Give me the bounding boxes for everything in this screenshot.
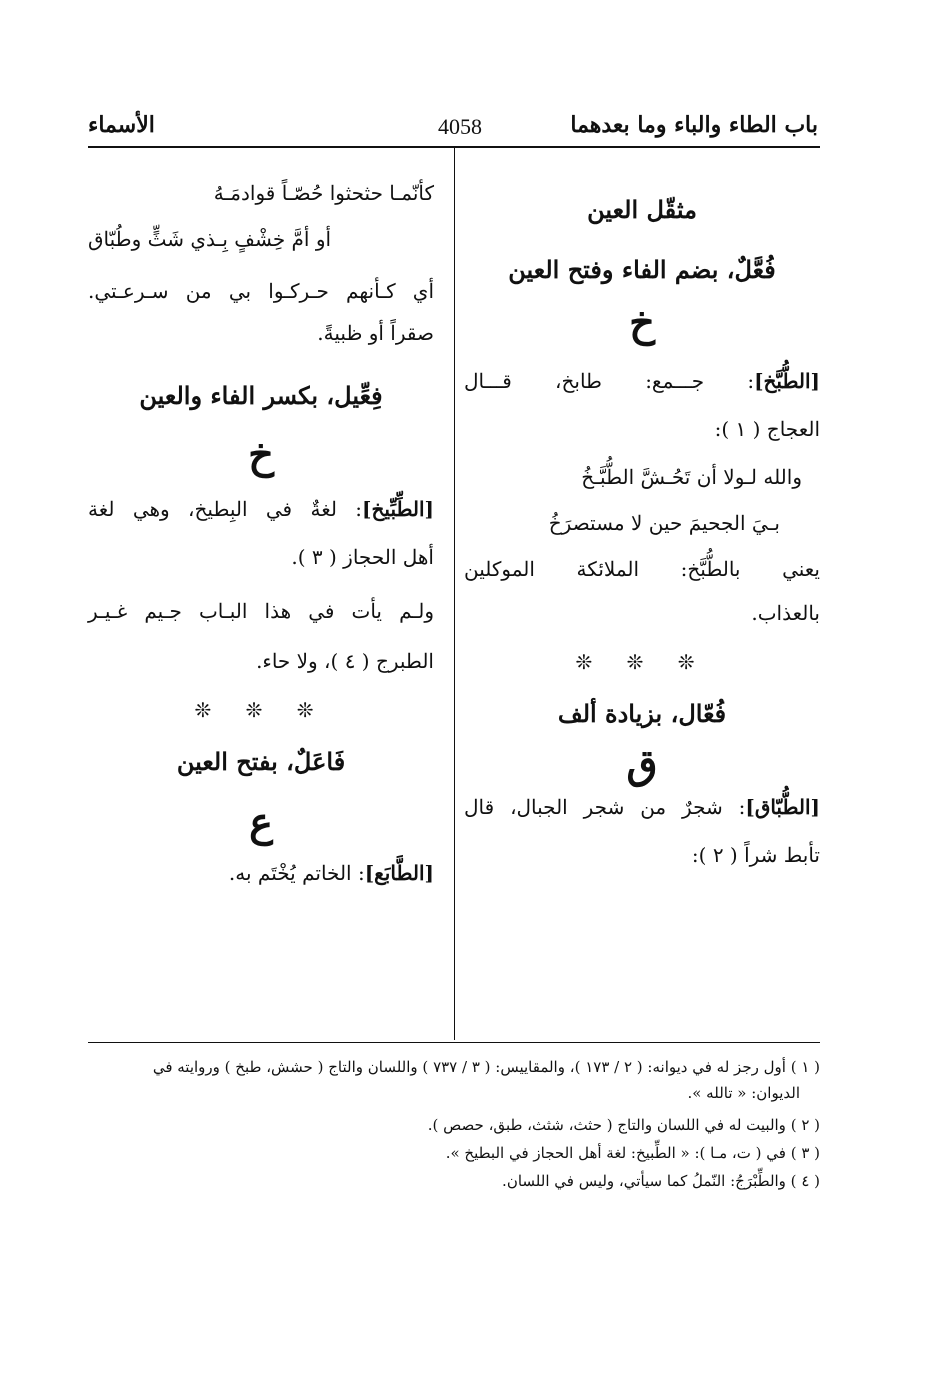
verse-2-line-1: كأنّمـا حثحثوا حُصّـاً قوادمَـهُ	[213, 181, 434, 205]
footnote-1-line-2: الديوان: « تالله ».	[687, 1084, 800, 1102]
note-line-2: الطبرج ( ٤ )، ولا حاء.	[256, 649, 434, 673]
entry-tibbikh-line2: أهل الحجاز ( ٣ ).	[291, 545, 434, 569]
page-number: 4058	[438, 114, 482, 139]
section-separator-stars: ❊ ❊ ❊	[194, 698, 328, 722]
section-title: الأسماء	[88, 112, 155, 138]
heading-fuaal-alif: فُعّال، بزيادة ألف	[557, 699, 727, 728]
left-column	[88, 170, 434, 888]
letter-qaf: ق	[626, 741, 658, 788]
entry-word: [الطُّبّاق]	[745, 795, 820, 819]
entry-text: : الخاتم يُخْتَم به.	[228, 861, 365, 885]
heading-fuaal: فُعَّلٌ، بضم الفاء وفتح العين	[508, 255, 776, 284]
entry-tubbakh	[464, 366, 820, 396]
chapter-title: باب الطاء والباء وما بعدهما	[570, 112, 818, 138]
entry-tabaa	[88, 858, 434, 888]
section-separator-stars: ❊ ❊ ❊	[575, 650, 709, 674]
entry-word: [الطَّابَع]	[364, 861, 434, 885]
note-line-1: ولـم يأت في هذا البـاب جـيم غـيـر	[88, 599, 434, 623]
entry-word: [الطِّبِّيخ]	[362, 497, 434, 521]
entry-text: : جـــمع: طابخ، قـــال	[464, 369, 755, 393]
right-column	[464, 170, 820, 870]
footnotes	[88, 1054, 820, 1194]
entry-tubbaq	[464, 792, 820, 822]
verse-1-line-2: بـيَ الجحيمَ حين لا مستصرَخُ	[548, 511, 780, 535]
explanation-2-line-1: أي كـأنهم حـركـوا بي من سـرعـتي.	[88, 279, 434, 303]
footnote-2: ( ٢ ) والبيت له في اللسان والتاج ( حثث، شثث، طبق، حصص ).	[427, 1116, 820, 1134]
explanation-1-line-1: يعني بالطُّبَّخ: الملائكة الموكلين	[464, 557, 820, 581]
letter-kha-1: خ	[629, 299, 655, 346]
explanation-2-line-2: صقراً أو ظبيةً.	[317, 321, 434, 345]
heading-faal: فَاعَلٌ، بفتح العين	[176, 747, 346, 776]
footnote-3: ( ٣ ) في ( ت، مـا ): « الطِّبيخ: لغة أهل الحجاز في البطيخ ».	[445, 1144, 820, 1162]
verse-1-line-1: والله لـولا أن تَحُـشَّ الطُّبَّـخُ	[581, 465, 802, 489]
column-divider	[454, 146, 455, 1040]
explanation-1-line-2: بالعذاب.	[751, 601, 820, 625]
heading-fiiil: فِعِّيل، بكسر الفاء والعين	[139, 381, 383, 410]
footnote-4: ( ٤ ) والطِّبْرَجُ: النّملُ كما سيأتي، وليس في اللسان.	[502, 1172, 820, 1190]
entry-tibbikh	[88, 494, 434, 524]
entry-word: [الطُّبَّخ]	[754, 369, 820, 393]
verse-2-line-2: أو أمَّ خِشْفٍ بِـذي شَثٍّ وطُبّاق	[88, 227, 332, 251]
letter-kha-2: خ	[248, 431, 274, 478]
letter-ayn: ع	[249, 799, 273, 846]
entry-text: : شجرٌ من شجر الجبال، قال	[464, 795, 746, 819]
heading-muthaqqal: مثقّل العين	[587, 195, 697, 224]
entry-text: : لغةٌ في البِطيخ، وهي لغة	[88, 497, 363, 521]
footnote-rule	[88, 1042, 820, 1043]
entry-tubbakh-line2: العجاج ( ١ ):	[714, 417, 820, 441]
entry-tubbaq-line2: تأبط شراً ( ٢ ):	[691, 843, 820, 867]
footnote-1-line-1: ( ١ ) أول رجز له في ديوانه: ( ٢ / ١٧٣ )، والمقاييس: ( ٣ / ٧٣٧ ) واللسان والتاج ( حشش، طبخ ) وروايته في	[152, 1058, 820, 1076]
